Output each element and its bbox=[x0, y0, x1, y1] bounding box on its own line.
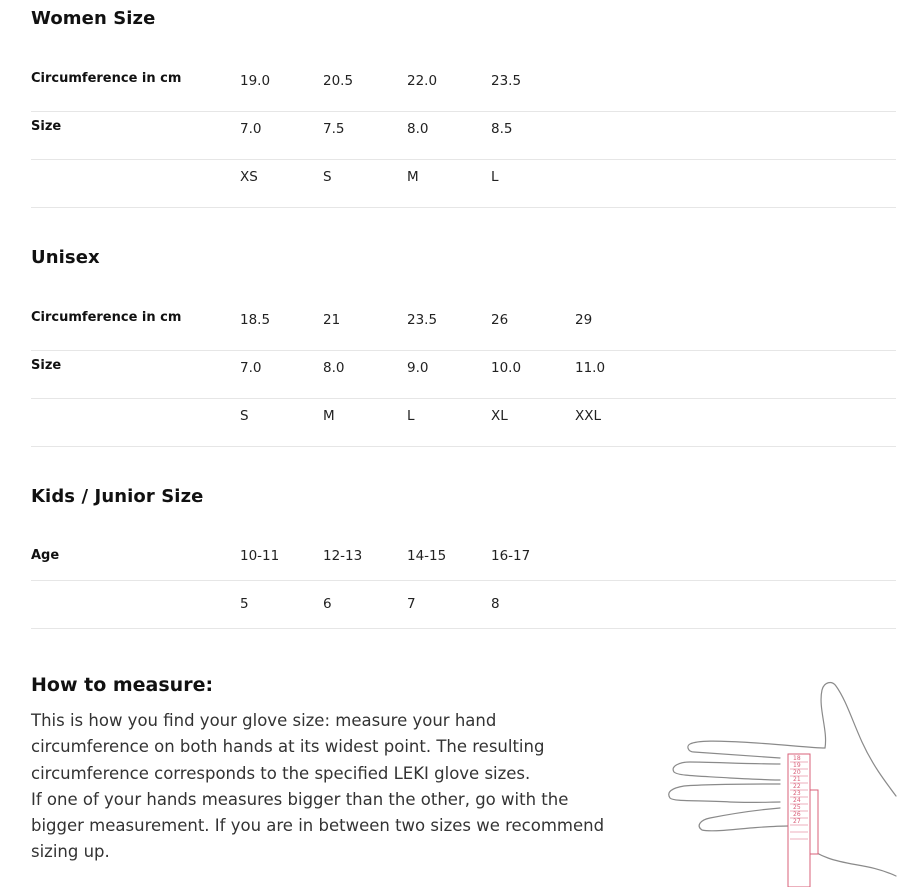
table-cell: XL bbox=[491, 408, 508, 424]
text-line: This is how you find your glove size: measure your hand bbox=[31, 711, 497, 730]
tape-number: 23 bbox=[793, 790, 801, 797]
section-title: Kids / Junior Size bbox=[31, 486, 204, 507]
table-cell: 7.0 bbox=[240, 360, 262, 376]
table-cell: 10-11 bbox=[240, 548, 280, 564]
table-cell: XXL bbox=[575, 408, 602, 424]
table-cell: 8.0 bbox=[407, 121, 429, 137]
table-cell: L bbox=[407, 408, 415, 424]
hand-icon bbox=[660, 680, 900, 887]
table-cell: 9.0 bbox=[407, 360, 429, 376]
table-cell: 8.5 bbox=[491, 121, 513, 137]
table-cell: L bbox=[491, 169, 499, 185]
table-cell: 23.5 bbox=[407, 312, 438, 328]
table-cell: 16-17 bbox=[491, 548, 531, 564]
table-cell: 14-15 bbox=[407, 548, 447, 564]
table-cell: 8 bbox=[491, 596, 500, 612]
table-cell: S bbox=[323, 169, 332, 185]
tape-number: 18 bbox=[793, 755, 801, 762]
text-line: bigger measurement. If you are in between two sizes we recommend bbox=[31, 816, 605, 836]
table-cell: 7.5 bbox=[323, 121, 345, 137]
table-cell: XS bbox=[240, 169, 258, 185]
text-line: circumference corresponds to the specified LEKI glove sizes. bbox=[31, 763, 531, 783]
table-cell: 12-13 bbox=[323, 548, 363, 564]
table-row bbox=[31, 580, 896, 629]
tape-number: 20 bbox=[793, 769, 801, 776]
table-cell: 6 bbox=[323, 596, 332, 612]
section-title: Unisex bbox=[31, 247, 100, 268]
table-cell: 29 bbox=[575, 312, 593, 328]
tape-number: 26 bbox=[793, 811, 801, 818]
table-cell: S bbox=[240, 408, 249, 424]
table-cell: 21 bbox=[323, 312, 341, 328]
text-line: circumference on both hands at its widest point. The resulting bbox=[31, 737, 545, 757]
tape-number: 24 bbox=[793, 797, 801, 804]
table-row bbox=[31, 398, 896, 447]
table-row bbox=[31, 302, 896, 351]
row-label: Circumference in cm bbox=[31, 310, 182, 325]
table-row bbox=[31, 350, 896, 399]
table-cell: 11.0 bbox=[575, 360, 606, 376]
table-cell: 22.0 bbox=[407, 73, 438, 89]
row-label: Size bbox=[31, 358, 62, 373]
tape-number: 25 bbox=[793, 804, 801, 811]
table-cell: 7 bbox=[407, 596, 416, 612]
section-title: How to measure: bbox=[31, 674, 214, 696]
table-cell: 18.5 bbox=[240, 312, 271, 328]
table-cell: M bbox=[323, 408, 335, 424]
row-label: Circumference in cm bbox=[31, 71, 182, 86]
table-row bbox=[31, 63, 896, 112]
table-cell: 8.0 bbox=[323, 360, 345, 376]
table-cell: 5 bbox=[240, 596, 249, 612]
table-cell: M bbox=[407, 169, 419, 185]
table-row bbox=[31, 532, 896, 581]
row-label: Age bbox=[31, 548, 60, 563]
table-cell: 10.0 bbox=[491, 360, 522, 376]
tape-number: 19 bbox=[793, 762, 801, 769]
table-row bbox=[31, 159, 896, 208]
table-row bbox=[31, 111, 896, 160]
tape-number: 27 bbox=[793, 818, 801, 825]
row-label: Size bbox=[31, 119, 62, 134]
tape-number: 22 bbox=[793, 783, 801, 790]
table-cell: 20.5 bbox=[323, 73, 354, 89]
how-to-measure-section bbox=[31, 674, 631, 866]
section-title: Women Size bbox=[31, 8, 156, 29]
table-cell: 7.0 bbox=[240, 121, 262, 137]
text-line: If one of your hands measures bigger than the other, go with the bbox=[31, 789, 569, 809]
measure-instructions bbox=[31, 708, 631, 866]
table-cell: 19.0 bbox=[240, 73, 271, 89]
measuring-tape-icon bbox=[788, 754, 818, 887]
text-line: sizing up. bbox=[31, 842, 110, 862]
tape-number: 21 bbox=[793, 776, 801, 783]
table-cell: 23.5 bbox=[491, 73, 522, 89]
table-cell: 26 bbox=[491, 312, 509, 328]
hand-measuring-tape-illustration bbox=[660, 680, 900, 887]
